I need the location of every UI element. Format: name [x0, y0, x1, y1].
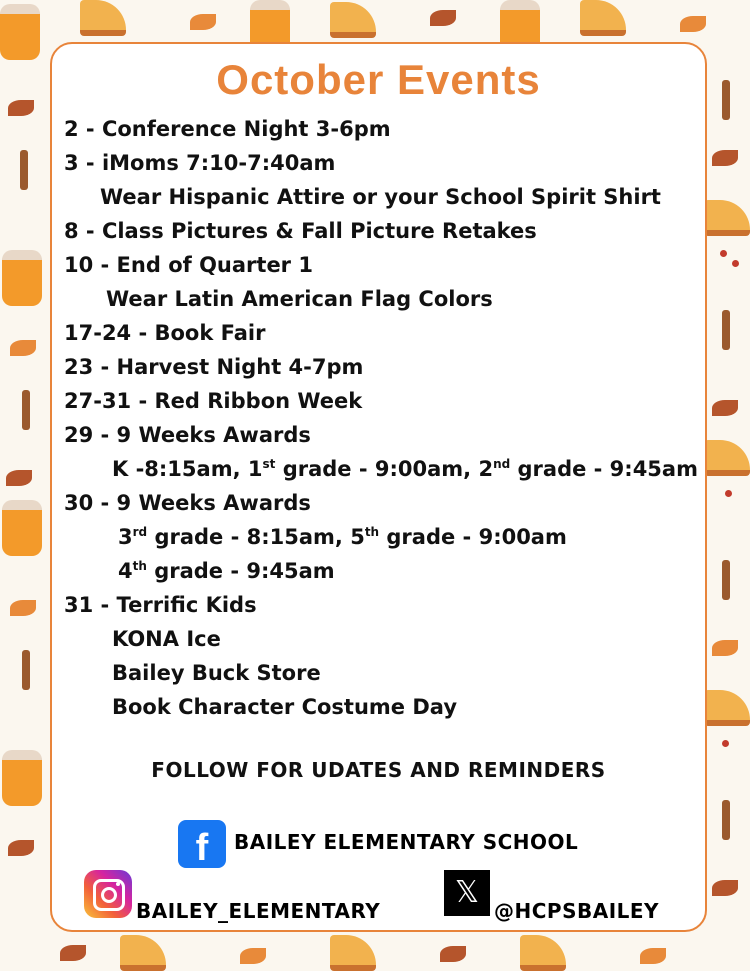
ordinal-suffix: st	[262, 457, 276, 471]
detail-text: 3	[118, 525, 133, 549]
leaf-icon	[60, 945, 86, 961]
berry-icon	[732, 260, 739, 267]
cinnamon-icon	[722, 310, 730, 350]
jam-jar-icon	[2, 500, 42, 556]
event-detail: Book Character Costume Day	[112, 695, 458, 719]
instagram-link[interactable]: BAILEY_ELEMENTARY	[136, 899, 381, 923]
leaf-icon	[712, 880, 738, 896]
event-detail: Wear Latin American Flag Colors	[106, 287, 493, 311]
facebook-icon[interactable]: f	[178, 820, 226, 868]
event-item: 23 - Harvest Night 4-7pm	[64, 355, 364, 379]
events-list	[64, 112, 698, 724]
event-detail	[64, 554, 695, 588]
event-detail: KONA Ice	[112, 627, 221, 651]
leaf-icon	[430, 10, 456, 26]
pie-icon	[330, 2, 376, 38]
event-detail: Bailey Buck Store	[112, 661, 321, 685]
ordinal-suffix: rd	[132, 525, 148, 539]
pie-icon	[120, 935, 166, 971]
berry-icon	[720, 250, 727, 257]
leaf-icon	[240, 948, 266, 964]
cinnamon-icon	[22, 650, 30, 690]
pie-icon	[704, 690, 750, 726]
leaf-icon	[10, 600, 36, 616]
page-title: October Events	[216, 56, 541, 103]
detail-text: K -8:15am, 1	[112, 457, 263, 481]
event-item: 31 - Terrific Kids	[64, 593, 257, 617]
event-item: 8 - Class Pictures & Fall Picture Retakes	[64, 219, 537, 243]
leaf-icon	[712, 640, 738, 656]
leaf-icon	[680, 16, 706, 32]
instagram-flash	[116, 882, 120, 886]
pie-icon	[704, 440, 750, 476]
detail-text: 4	[118, 559, 133, 583]
jam-jar-icon	[2, 250, 42, 306]
event-item: 30 - 9 Weeks Awards	[64, 491, 311, 515]
pie-icon	[704, 200, 750, 236]
event-item: 29 - 9 Weeks Awards	[64, 423, 311, 447]
leaf-icon	[640, 948, 666, 964]
event-item: 2 - Conference Night 3-6pm	[64, 117, 391, 141]
leaf-icon	[8, 100, 34, 116]
ordinal-suffix: th	[364, 525, 380, 539]
cinnamon-icon	[22, 390, 30, 430]
pie-icon	[330, 935, 376, 971]
follow-heading: FOLLOW FOR UDATES AND REMINDERS	[151, 758, 606, 782]
ordinal-suffix: nd	[493, 457, 511, 471]
detail-text: grade - 9:45am	[510, 457, 698, 481]
ordinal-suffix: th	[132, 559, 147, 573]
leaf-icon	[10, 340, 36, 356]
leaf-icon	[712, 150, 738, 166]
pie-icon	[80, 0, 126, 36]
leaf-icon	[190, 14, 216, 30]
event-item: 10 - End of Quarter 1	[64, 253, 313, 277]
detail-text: grade - 9:00am	[379, 525, 567, 549]
event-detail: Wear Hispanic Attire or your School Spirit Shirt	[100, 185, 661, 209]
detail-text: grade - 8:15am, 5	[147, 525, 365, 549]
instagram-lens	[101, 887, 117, 903]
pie-icon	[580, 0, 626, 36]
jam-jar-icon	[2, 750, 42, 806]
leaf-icon	[6, 470, 32, 486]
detail-text: grade - 9:45am	[146, 559, 335, 583]
event-item: 3 - iMoms 7:10-7:40am	[64, 151, 336, 175]
detail-text: grade - 9:00am, 2	[275, 457, 494, 481]
x-link[interactable]: @HCPSBAILEY	[494, 899, 660, 923]
leaf-icon	[440, 946, 466, 962]
cinnamon-icon	[722, 80, 730, 120]
events-card	[50, 42, 707, 932]
event-item: 17-24 - Book Fair	[64, 321, 266, 345]
jam-jar-icon	[0, 4, 40, 60]
cinnamon-icon	[722, 560, 730, 600]
event-detail	[64, 452, 698, 486]
pie-icon	[520, 935, 566, 971]
cinnamon-icon	[20, 150, 28, 190]
berry-icon	[725, 490, 732, 497]
berry-icon	[722, 740, 729, 747]
instagram-icon[interactable]	[84, 870, 132, 918]
event-item: 27-31 - Red Ribbon Week	[64, 389, 363, 413]
x-icon[interactable]: 𝕏	[444, 870, 490, 916]
facebook-link[interactable]: BAILEY ELEMENTARY SCHOOL	[234, 830, 579, 854]
cinnamon-icon	[722, 800, 730, 840]
leaf-icon	[712, 400, 738, 416]
event-detail	[64, 520, 695, 554]
leaf-icon	[8, 840, 34, 856]
